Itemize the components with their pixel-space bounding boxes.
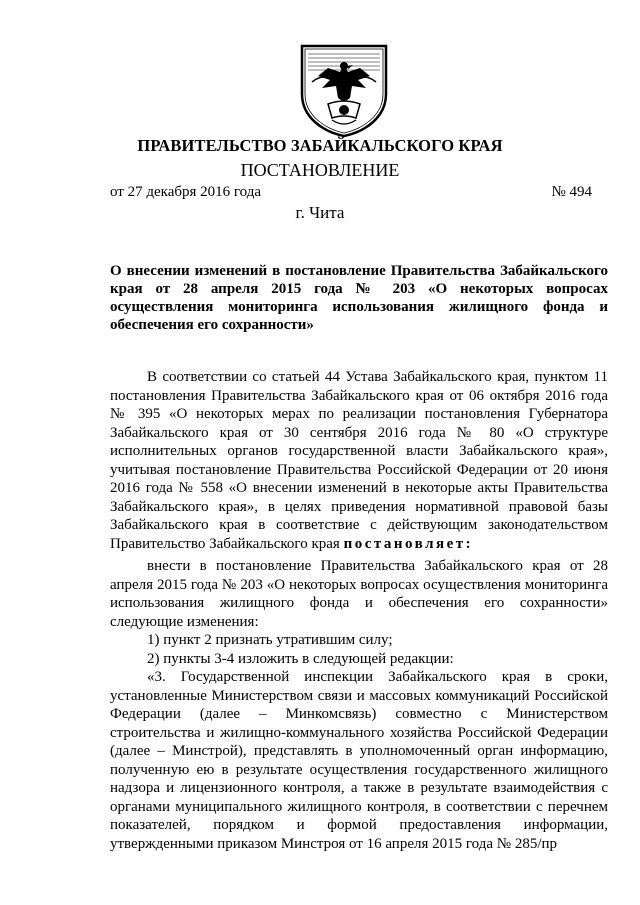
document-date: от 27 декабря 2016 года xyxy=(110,184,262,200)
document-type: ПОСТАНОВЛЕНИЕ xyxy=(240,160,400,180)
coat-of-arms-icon xyxy=(298,42,390,138)
document-city: г. Чита xyxy=(295,203,345,222)
document-title: О внесении изменений в постановление Правительства Забайкальского края от 28 апреля 2015 года № 203 «О некоторых вопросах осуществления мониторинга использования жилищного фонда и обеспечения его сохранности» xyxy=(110,263,608,333)
organization-name: ПРАВИТЕЛЬСТВО ЗАБАЙКАЛЬСКОГО КРАЯ xyxy=(137,136,503,155)
amendment-item-1: 1) пункт 2 признать утратившим силу; xyxy=(147,632,393,648)
clause-3-paragraph: «3. Государственной инспекции Забайкальского края в сроки, установленные Министерством связи и массовых коммуникаций Российской Федерации (далее – Минкомсвязь) совместно с Министерством строительства и жилищно-коммунального хозяйства Российской Федерации (далее – Минстрой), представлять в уполномоченный орган информацию, полученную ею в результате осуществления государственного жилищного надзора и лицензионного контроля, а также в результате взаимодействия с органами муниципального жилищного контроля, в соответствии с перечнем показателей, порядком и формой предоставления информации, утвержденными приказом Минстроя от 16 апреля 2015 года № 285/пр xyxy=(110,669,608,852)
preamble-text: В соответствии со статьей 44 Устава Забайкальского края, пунктом 11 постановления Правительства Забайкальского края от 06 октября 2016 года № 395 «О некоторых мерах по реализации постановления Губернатора Забайкальского края от 30 сентября 2016 года № 80 «О структуре исполнительных органов государственной власти Забайкальского края», учитывая постановление Правительства Российской Федерации от 20 июня 2016 года № 558 «О внесении изменений в некоторые акты Правительства Забайкальского края», в целях приведения нормативной правовой базы Забайкальского края в соответствие с действующим законодательством Правительство Забайкальского края xyxy=(110,369,608,552)
preamble-paragraph xyxy=(110,368,608,553)
amendment-intro-paragraph: внести в постановление Правительства Забайкальского края от 28 апреля 2015 года № 203 «О некоторых вопросах осуществления мониторинга использования жилищного фонда и обеспечения его сохранности» следующие изменения: xyxy=(110,558,608,630)
resolves-keyword: постановляет: xyxy=(343,535,474,552)
amendment-item-2: 2) пункты 3-4 изложить в следующей редакции: xyxy=(147,650,454,667)
document-number: № 494 xyxy=(551,184,592,200)
document-body xyxy=(110,368,608,853)
